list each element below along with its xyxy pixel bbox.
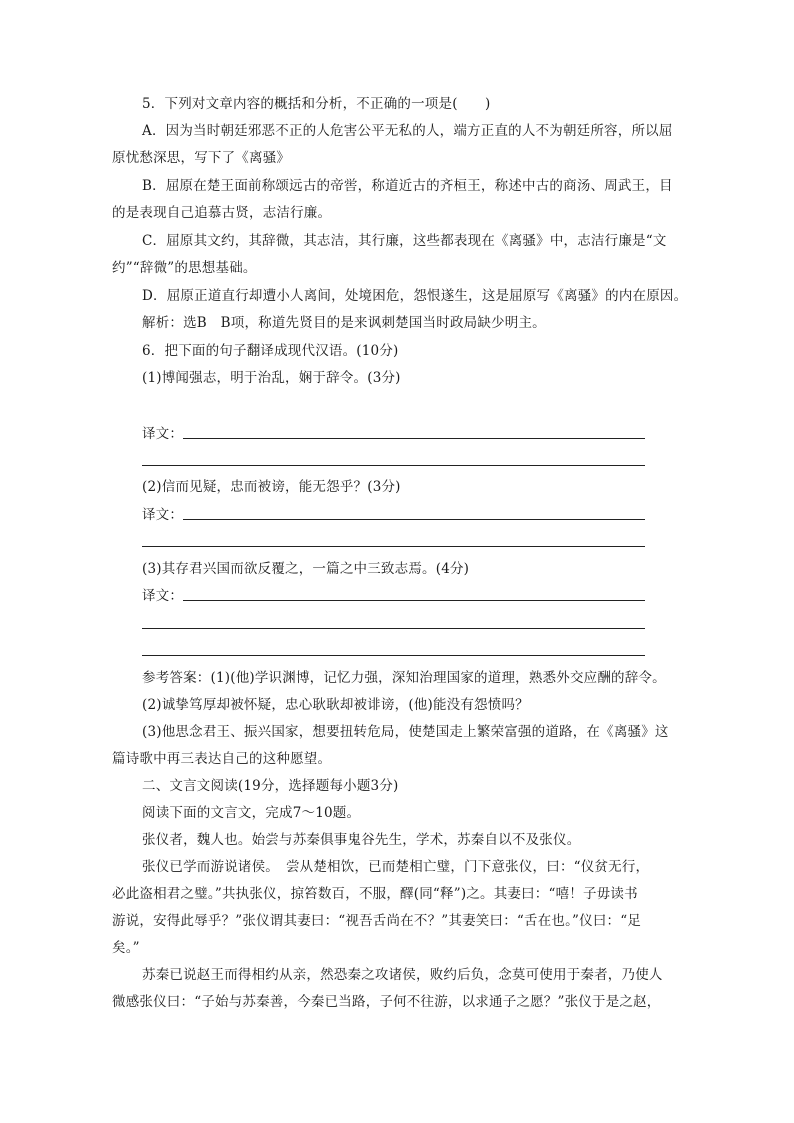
q5-option-c-line2: 约”“辞微”的思想基础。 bbox=[112, 260, 257, 276]
passage-paragraph-1: 张仪者，魏人也。始尝与苏秦俱事鬼谷先生，学术，苏秦自以不及张仪。 bbox=[142, 832, 581, 848]
answer-line bbox=[183, 438, 645, 439]
answer-line bbox=[183, 600, 645, 601]
passage-paragraph-2-line2: 必此盗相君之璧。”共执张仪，掠笞数百，不服，醳(同“释”)之。其妻曰：“嘻！子毋读书 bbox=[112, 886, 638, 902]
q6-translation-label-3: 译文： bbox=[142, 588, 184, 604]
q6-answer-3-line1: (3)他思念君王、振兴国家，想要扭转危局，使楚国走上繁荣富强的道路，在《离骚》这 bbox=[142, 724, 669, 740]
q5-option-a-line1: A．因为当时朝廷邪恶不正的人危害公平无私的人，端方正直的人不为朝廷所容，所以屈 bbox=[142, 123, 673, 139]
q6-translation-label-1: 译文： bbox=[142, 426, 184, 442]
passage-paragraph-2-line1: 张仪已学而游说诸侯。 尝从楚相饮，已而楚相亡璧，门下意张仪，曰：“仪贫无行， bbox=[142, 859, 650, 875]
q6-sentence-1: (1)博闻强志，明于治乱，娴于辞令。(3分) bbox=[142, 370, 401, 386]
q5-option-d: D．屈原正道直行却遭小人离间，处境困危，怨恨遂生，这是屈原写《离骚》的内在原因。 bbox=[142, 288, 688, 304]
section-2-title: 二、文言文阅读(19分，选择题每小题3分) bbox=[142, 778, 399, 794]
answer-line bbox=[142, 628, 645, 629]
q5-analysis: 解析：选B B项，称道先贤目的是来讽刺楚国当时政局缺少明主。 bbox=[142, 315, 546, 331]
answer-line bbox=[142, 655, 645, 656]
question-6-stem: 6．把下面的句子翻译成现代汉语。(10分) bbox=[142, 343, 399, 359]
q6-sentence-2: (2)信而见疑，忠而被谤，能无怨乎？(3分) bbox=[142, 479, 401, 495]
q6-sentence-3: (3)其存君兴国而欲反覆之，一篇之中三致志焉。(4分) bbox=[142, 561, 470, 577]
q5-option-c-line1: C．屈原其文约，其辞微，其志洁，其行廉，这些都表现在《离骚》中，志洁行廉是“文 bbox=[142, 233, 667, 249]
answer-line bbox=[142, 546, 645, 547]
q6-answer-1: 参考答案：(1)(他)学识渊博，记忆力强，深知治理国家的道理，熟悉外交应酬的辞令。 bbox=[142, 670, 666, 686]
passage-paragraph-3-line2: 微感张仪曰：“子始与苏秦善，今秦已当路，子何不往游，以求通子之愿？”张仪于是之赵， bbox=[112, 994, 661, 1010]
passage-paragraph-2-line3: 游说，安得此辱乎？”张仪谓其妻曰：“视吾舌尚在不？”其妻笑曰：“舌在也。”仪曰：“足 bbox=[112, 913, 642, 929]
passage-paragraph-2-line4: 矣。” bbox=[112, 940, 140, 956]
question-5-stem: 5．下列对文章内容的概括和分析，不正确的一项是( ) bbox=[142, 96, 491, 112]
q6-translation-label-2: 译文： bbox=[142, 507, 184, 523]
passage-paragraph-3-line1: 苏秦已说赵王而得相约从亲，然恐秦之攻诸侯，败约后负，念莫可使用于秦者，乃使人 bbox=[142, 967, 663, 983]
q6-answer-2: (2)诚挚笃厚却被怀疑，忠心耿耿却被诽谤，(他)能没有怨愤吗？ bbox=[142, 697, 529, 713]
answer-line bbox=[183, 519, 645, 520]
answer-line bbox=[142, 465, 645, 466]
q5-option-a-line2: 原忧愁深思，写下了《离骚》 bbox=[112, 150, 291, 166]
q5-option-b-line1: B．屈原在楚王面前称颂远古的帝喾，称道近古的齐桓王，称述中古的商汤、周武王，目 bbox=[142, 178, 673, 194]
q5-option-b-line2: 的是表现自己追慕古贤，志洁行廉。 bbox=[112, 205, 332, 221]
section-2-intro: 阅读下面的文言文，完成7～10题。 bbox=[142, 805, 361, 821]
q6-answer-3-line2: 篇诗歌中再三表达自己的这种愿望。 bbox=[112, 751, 332, 767]
